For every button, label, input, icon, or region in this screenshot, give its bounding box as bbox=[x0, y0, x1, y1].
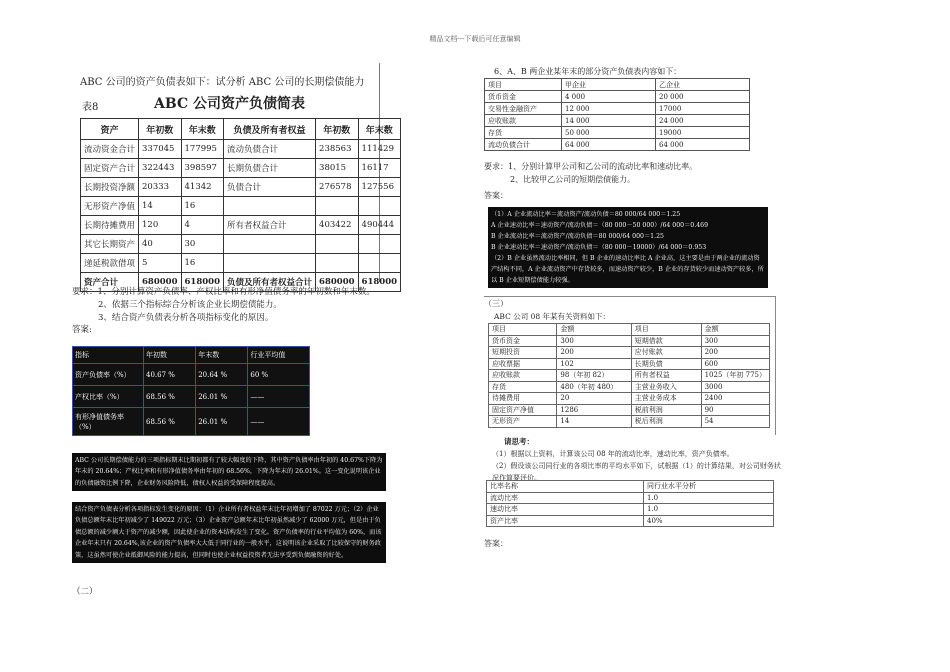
cell: 递延税款借项 bbox=[81, 254, 139, 273]
cell: 1286 bbox=[557, 404, 631, 416]
requirement-line: 3、结合资产负债表分析各项指标变化的原因。 bbox=[98, 313, 274, 323]
cell: 276578 bbox=[316, 178, 359, 197]
cell: 30 bbox=[181, 235, 224, 254]
col-header: 年末数 bbox=[358, 119, 401, 140]
cell: 5 bbox=[139, 254, 182, 273]
cell: 待摊费用 bbox=[489, 393, 557, 405]
answer-label-2: 答案： bbox=[484, 539, 508, 548]
cell: 所有者权益 bbox=[631, 370, 701, 382]
cell: 111429 bbox=[358, 140, 401, 159]
page-header: 精品文档---下载后可任意编辑 bbox=[429, 35, 521, 43]
table-row bbox=[485, 103, 750, 115]
cell bbox=[358, 235, 401, 254]
table-row bbox=[81, 254, 401, 273]
cell: 无形资产净值 bbox=[81, 197, 139, 216]
col-header: 同行业水平分析 bbox=[644, 481, 774, 493]
cell: 主营业务收入 bbox=[631, 381, 701, 393]
table-title: ABC 公司资产负债简表 bbox=[154, 96, 305, 112]
cell: 所有者权益合计 bbox=[224, 216, 316, 235]
cell: 90 bbox=[701, 404, 769, 416]
table-row bbox=[485, 139, 750, 151]
cell: 负债及所有者权益合计 bbox=[224, 273, 316, 292]
cell: 资产合计 bbox=[81, 273, 139, 292]
cell: 120 bbox=[139, 216, 182, 235]
col-header: 年末数 bbox=[196, 347, 248, 364]
cell: 存货 bbox=[485, 127, 562, 139]
cell: 300 bbox=[557, 335, 631, 347]
table-row bbox=[485, 127, 750, 139]
cell: 20 bbox=[557, 393, 631, 405]
table-header-row bbox=[487, 481, 774, 493]
analysis-paragraph-1: ABC 公司长期偿债能力的三项指标期末比期初都有了较大幅度的下降，其中资产负债率由年初的 40.67%下降为年末的 20.64%；产权比率和有形净值债务率由年初的 68.56%，下降为年末的 26.01%。这一变化说明该企业的负债融资比例下降，企业财务风险降低，债权人权益的受保障程度提高。 bbox=[72, 453, 386, 491]
cell: 26.01 % bbox=[196, 408, 248, 436]
cell: 16 bbox=[181, 254, 224, 273]
cell: —— bbox=[248, 386, 310, 408]
cell: 19000 bbox=[656, 127, 750, 139]
q3-title: ABC 公司 08 年某有关资料如下： bbox=[494, 312, 611, 321]
table-row bbox=[81, 216, 401, 235]
cell: 应付账款 bbox=[631, 347, 701, 359]
cell: 税前利润 bbox=[631, 404, 701, 416]
cell: 1.0 bbox=[644, 504, 774, 516]
table-row bbox=[489, 393, 770, 405]
cell: 货币资金 bbox=[485, 91, 562, 103]
cell: 600 bbox=[701, 358, 769, 370]
cell: 17000 bbox=[656, 103, 750, 115]
cell: 24 000 bbox=[656, 115, 750, 127]
answer-line: （1）A 企业流动比率＝流动资产/流动负债＝80 000/64 000＝1.25 bbox=[491, 211, 681, 218]
table-header-row bbox=[485, 79, 750, 91]
cell: 存货 bbox=[489, 381, 557, 393]
table-row bbox=[81, 235, 401, 254]
cell: 产权比率（%） bbox=[73, 386, 144, 408]
table-row bbox=[487, 504, 774, 516]
table-row bbox=[489, 370, 770, 382]
q3-table bbox=[488, 323, 770, 428]
col-header: 年初数 bbox=[144, 347, 196, 364]
table-header-row bbox=[73, 347, 310, 364]
col-header: 年初数 bbox=[139, 119, 182, 140]
section-heading-2: （二） bbox=[72, 587, 98, 597]
cell: 负债合计 bbox=[224, 178, 316, 197]
answer-label: 答案: bbox=[72, 325, 92, 335]
think-line: （2）假设该公司同行业的各项比率的平均水平如下，试根据（1）的计算结果，对公司财务状况作简要评价。 bbox=[492, 462, 781, 482]
cell: 固定资产合计 bbox=[81, 159, 139, 178]
table-row bbox=[81, 140, 401, 159]
table-row bbox=[489, 347, 770, 359]
cell: 102 bbox=[557, 358, 631, 370]
cell: 490444 bbox=[358, 216, 401, 235]
cell: 货币资金 bbox=[489, 335, 557, 347]
table-row bbox=[81, 178, 401, 197]
ratio-answer-table bbox=[72, 346, 310, 436]
cell: 14 bbox=[557, 416, 631, 428]
cell: 322443 bbox=[139, 159, 182, 178]
cell bbox=[316, 235, 359, 254]
cell: 12 000 bbox=[562, 103, 656, 115]
col-header: 年末数 bbox=[181, 119, 224, 140]
cell: 其它长期资产 bbox=[81, 235, 139, 254]
table-row bbox=[489, 416, 770, 428]
cell: 交易性金融资产 bbox=[485, 103, 562, 115]
q6-title: 6、A、B 两企业某年末的部分资产负债表内容如下： bbox=[494, 67, 682, 76]
requirement-line: 2、比较甲乙公司的短期偿债能力。 bbox=[510, 175, 636, 184]
think-questions bbox=[492, 448, 782, 484]
cell: 流动比率 bbox=[487, 492, 644, 504]
cell: 680000 bbox=[139, 273, 182, 292]
cell: 14 bbox=[139, 197, 182, 216]
table-row bbox=[73, 364, 310, 386]
table-row bbox=[487, 515, 774, 527]
cell: 68.56 % bbox=[144, 408, 196, 436]
cell: 无形资产 bbox=[489, 416, 557, 428]
cell: 长期负债合计 bbox=[224, 159, 316, 178]
q6-requirements bbox=[484, 160, 697, 186]
section-heading-3: （三） bbox=[484, 299, 508, 308]
q6-answer-block bbox=[488, 207, 768, 288]
cell bbox=[316, 254, 359, 273]
cell: 64 000 bbox=[562, 139, 656, 151]
table-row bbox=[485, 91, 750, 103]
col-header: 资产 bbox=[81, 119, 139, 140]
cell: 有形净值债务率（%） bbox=[73, 408, 144, 436]
col-header: 比率名称 bbox=[487, 481, 644, 493]
table-row bbox=[489, 381, 770, 393]
think-line: （1）根据以上资料，计算该公司 08 年的流动比率，速动比率，资产负债率。 bbox=[492, 450, 734, 458]
table-row bbox=[487, 492, 774, 504]
table-label: 表8 bbox=[82, 102, 99, 113]
cell: 60 % bbox=[248, 364, 310, 386]
cell: 40.67 % bbox=[144, 364, 196, 386]
cell: 98（年初 82） bbox=[557, 370, 631, 382]
requirement-line: 要求：1、分别计算资产负债率、产权比率和有形净值债务率的年初数和年末数。 bbox=[72, 287, 375, 297]
analysis-paragraph-2: 结合资产负债表分析各项指标发生变化的原因：（1）企业所有者权益年末比年初增加了 87022 万元；（2）企业负债总额年末比年初减少了 149022 万元；（3）企业资产总额年末比年初虽然减少了 62000 万元，但是由于负债总额的减少额大于资产的减少额，因此使企业的资本结构发生了变化。资产负债率的行业平均值为 60%，而该企业年末只有 20.64%,该企业的资产负债率大大低于同行业的一般水平，这说明该企业采取了比较保守的财务政策，这虽然可使企业抵御风险的能力提高，但同时也使企业权益投资者无法享受到负债融资的好处。 bbox=[72, 502, 386, 563]
col-header: 项目 bbox=[631, 324, 701, 336]
cell: 长期负债 bbox=[631, 358, 701, 370]
table-row bbox=[73, 386, 310, 408]
cell: 40% bbox=[644, 515, 774, 527]
cell: 3000 bbox=[701, 381, 769, 393]
cell: 54 bbox=[701, 416, 769, 428]
cell: 337045 bbox=[139, 140, 182, 159]
cell: 200 bbox=[557, 347, 631, 359]
cell: 20.64 % bbox=[196, 364, 248, 386]
cell: 流动资金合计 bbox=[81, 140, 139, 159]
cell: 长期投资净额 bbox=[81, 178, 139, 197]
table-header-row bbox=[489, 324, 770, 336]
cell: 长期待摊费用 bbox=[81, 216, 139, 235]
col-header: 负债及所有者权益 bbox=[224, 119, 316, 140]
cell: 应收账款 bbox=[489, 370, 557, 382]
col-header: 行业平均值 bbox=[248, 347, 310, 364]
think-label: 请思考： bbox=[504, 437, 534, 446]
table-row bbox=[485, 115, 750, 127]
cell: 480（年初 480） bbox=[557, 381, 631, 393]
cell bbox=[224, 197, 316, 216]
cell: 41342 bbox=[181, 178, 224, 197]
cell: 300 bbox=[701, 335, 769, 347]
cell: 618000 bbox=[358, 273, 401, 292]
cell: 50 000 bbox=[562, 127, 656, 139]
q6-table bbox=[484, 78, 750, 151]
cell: 618000 bbox=[181, 273, 224, 292]
cell: 26.01 % bbox=[196, 386, 248, 408]
cell: —— bbox=[248, 408, 310, 436]
cell: 资产负债率（%） bbox=[73, 364, 144, 386]
cell: 主营业务成本 bbox=[631, 393, 701, 405]
answer-line: B 企业速动比率＝速动资产/流动负债＝（80 000－19000）/64 000＝0.953 bbox=[491, 244, 707, 251]
requirements bbox=[72, 286, 392, 325]
cell: 速动比率 bbox=[487, 504, 644, 516]
cell: 短期投资 bbox=[489, 347, 557, 359]
cell bbox=[316, 197, 359, 216]
cell: 177995 bbox=[181, 140, 224, 159]
cell: 20333 bbox=[139, 178, 182, 197]
cell: 398597 bbox=[181, 159, 224, 178]
col-header: 项目 bbox=[489, 324, 557, 336]
table-row bbox=[489, 404, 770, 416]
cell: 1025（年初 775） bbox=[701, 370, 769, 382]
cell: 127556 bbox=[358, 178, 401, 197]
col-header: 指标 bbox=[73, 347, 144, 364]
cell: 税后利润 bbox=[631, 416, 701, 428]
cell: 16 bbox=[181, 197, 224, 216]
cell: 238563 bbox=[316, 140, 359, 159]
answer-line: （2）B 企业虽然流动比率相同，但 B 企业的速动比率比 A 企业高，这主要是由于两企业的流动资产结构不同，A 企业流动资产中存货较多，而速动资产较少，B 企业的存货较少而速动资产较多，所以 B 企业短期偿债能力较强。 bbox=[491, 255, 764, 284]
cell: 200 bbox=[701, 347, 769, 359]
cell bbox=[224, 235, 316, 254]
table-row bbox=[81, 159, 401, 178]
col-header: 年初数 bbox=[316, 119, 359, 140]
table-row bbox=[73, 408, 310, 436]
cell bbox=[358, 254, 401, 273]
cell: 20 000 bbox=[656, 91, 750, 103]
cell: 流动负债合计 bbox=[224, 140, 316, 159]
cell bbox=[358, 197, 401, 216]
requirement-line: 要求：1、分别计算甲公司和乙公司的流动比率和速动比率。 bbox=[484, 162, 698, 171]
cell: 应收票据 bbox=[489, 358, 557, 370]
industry-ratio-table bbox=[486, 480, 774, 527]
col-header: 乙企业 bbox=[656, 79, 750, 91]
col-header: 项目 bbox=[485, 79, 562, 91]
cell: 14 000 bbox=[562, 115, 656, 127]
col-header: 金额 bbox=[701, 324, 769, 336]
col-header: 甲企业 bbox=[562, 79, 656, 91]
requirement-line: 2、依据三个指标综合分析该企业长期偿债能力。 bbox=[98, 300, 282, 310]
cell: 应收账款 bbox=[485, 115, 562, 127]
balance-sheet-image bbox=[72, 63, 398, 288]
cell: 流动负债合计 bbox=[485, 139, 562, 151]
answer-line: B 企业流动比率＝流动资产/流动负债＝80 000/64 000＝1.25 bbox=[491, 233, 664, 240]
cell: 资产比率 bbox=[487, 515, 644, 527]
cell: 64 000 bbox=[656, 139, 750, 151]
table-header-row bbox=[81, 119, 401, 140]
cell: 4 bbox=[181, 216, 224, 235]
cell: 16117 bbox=[358, 159, 401, 178]
answer-line: A 企业速动比率＝速动资产/流动负债＝（80 000－50 000）/64 000＝0.469 bbox=[491, 222, 709, 229]
table-row bbox=[489, 358, 770, 370]
cell: 2400 bbox=[701, 393, 769, 405]
cell: 固定资产净值 bbox=[489, 404, 557, 416]
table-row bbox=[81, 197, 401, 216]
question-title: ABC 公司的资产负债表如下：试分析 ABC 公司的长期偿债能力 bbox=[80, 77, 365, 88]
cell: 1.0 bbox=[644, 492, 774, 504]
cell: 68.56 % bbox=[144, 386, 196, 408]
cell: 680000 bbox=[316, 273, 359, 292]
cell bbox=[224, 254, 316, 273]
col-header: 金额 bbox=[557, 324, 631, 336]
cell: 40 bbox=[139, 235, 182, 254]
cell: 403422 bbox=[316, 216, 359, 235]
balance-sheet-table bbox=[80, 118, 401, 292]
answer-label: 答案： bbox=[484, 191, 508, 200]
cell: 38015 bbox=[316, 159, 359, 178]
table-row bbox=[489, 335, 770, 347]
cell: 短期借款 bbox=[631, 335, 701, 347]
cell: 4 000 bbox=[562, 91, 656, 103]
